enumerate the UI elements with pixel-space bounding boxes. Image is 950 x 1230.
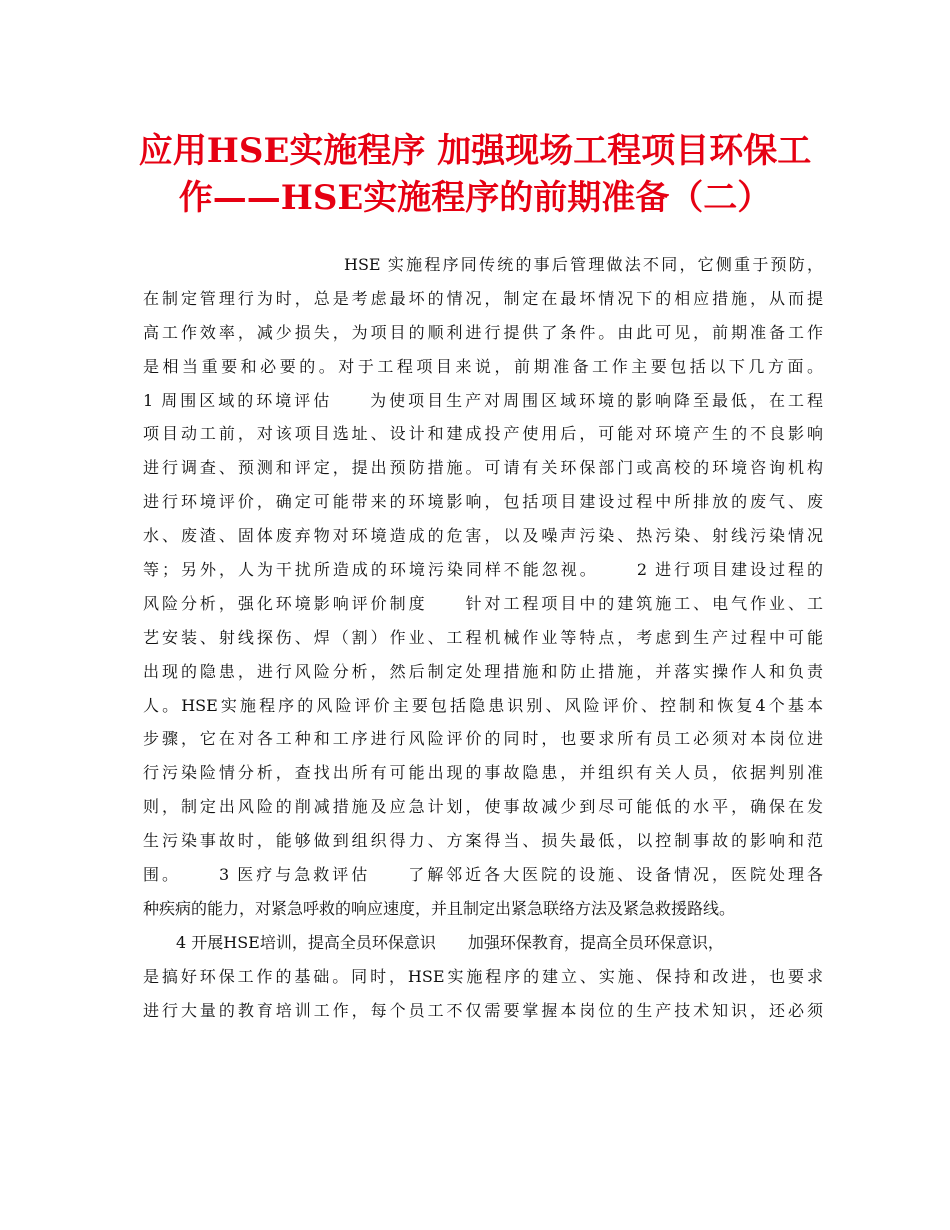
body-line: 步骤，它在对各工种和工序进行风险评价的同时，也要求所有员工必须对本岗位进 (143, 729, 823, 749)
body-line: HSE 实施程序同传统的事后管理做法不同，它侧重于预防， (344, 255, 823, 274)
body-line: 种疾病的能力，对紧急呼救的响应速度，并且制定出紧急联络方法及紧急救援路线。 (143, 898, 736, 918)
body-line: 生污染事故时，能够做到组织得力、方案得当、损失最低，以控制事故的影响和范 (143, 831, 823, 851)
body-line: 是相当重要和必要的。对于工程项目来说，前期准备工作主要包括以下几方面。 (143, 356, 823, 376)
body-line: 项目动工前，对该项目选址、设计和建成投产使用后，可能对环境产生的不良影响 (143, 424, 823, 444)
body-line: 进行大量的教育培训工作，每个员工不仅需要掌握本岗位的生产技术知识，还必须 (143, 1000, 823, 1020)
body-line: 等；另外，人为干扰所造成的环境污染同样不能忽视。 2 进行项目建设过程的 (143, 560, 823, 580)
body-line: 艺安装、射线探伤、焊（割）作业、工程机械作业等特点，考虑到生产过程中可能 (143, 627, 823, 647)
body-line: 是搞好环保工作的基础。同时，HSE实施程序的建立、实施、保持和改进，也要求 (143, 966, 823, 986)
body-line: 风险分析，强化环境影响评价制度 针对工程项目中的建筑施工、电气作业、工 (143, 593, 823, 613)
body-line: 进行环境评价，确定可能带来的环境影响，包括项目建设过程中所排放的废气、废 (143, 492, 823, 512)
body-text (143, 255, 823, 1034)
body-line: 围。 3 医疗与急救评估 了解邻近各大医院的设施、设备情况，医院处理各 (143, 865, 823, 885)
title-line-1: 应用HSE实施程序 加强现场工程项目环保工 (138, 131, 812, 171)
body-line: 在制定管理行为时，总是考虑最坏的情况，制定在最坏情况下的相应措施，从而提 (143, 288, 823, 308)
body-line: 行污染险情分析，查找出所有可能出现的事故隐患，并组织有关人员，依据判别准 (143, 763, 823, 783)
body-line: 人。HSE实施程序的风险评价主要包括隐患识别、风险评价、控制和恢复4个基本 (143, 695, 823, 715)
body-line: 1 周围区域的环境评估 为使项目生产对周围区域环境的影响降至最低，在工程 (143, 390, 823, 410)
body-line: 高工作效率，减少损失，为项目的顺利进行提供了条件。由此可见，前期准备工作 (143, 322, 823, 342)
body-line: 4 开展HSE培训，提高全员环保意识 加强环保教育，提高全员环保意识， (176, 932, 724, 952)
body-line: 水、废渣、固体废弃物对环境造成的危害，以及噪声污染、热污染、射线污染情况 (143, 526, 823, 546)
body-line: 出现的隐患，进行风险分析，然后制定处理措施和防止措施，并落实操作人和负责 (143, 661, 823, 681)
document-title (100, 128, 850, 222)
title-line-2: 作——HSE实施程序的前期准备（二） (178, 178, 772, 218)
body-line: 进行调查、预测和评定，提出预防措施。可请有关环保部门或高校的环境咨询机构 (143, 458, 823, 478)
body-line: 则，制定出风险的削减措施及应急计划，使事故减少到尽可能低的水平，确保在发 (143, 797, 823, 817)
